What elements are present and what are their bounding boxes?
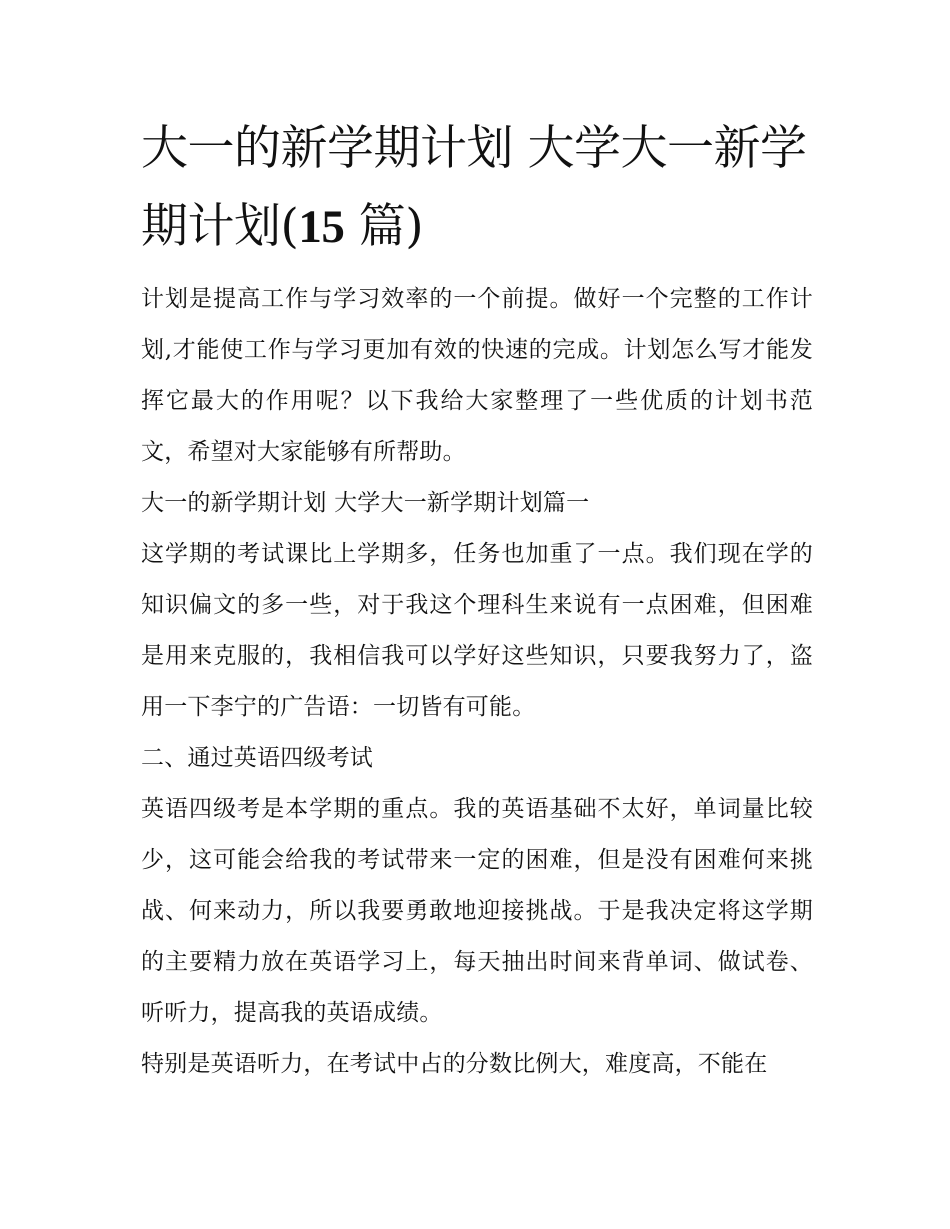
body-paragraph: 英语四级考是本学期的重点。我的英语基础不太好，单词量比较少，这可能会给我的考试带来一定的困难，但是没有困难何来挑战、何来动力，所以我要勇敢地迎接挑战。于是我决定将这学期的主要精力放在英语学习上，每天抽出时间来背单词、做试卷、听听力，提高我的英语成绩。 bbox=[141, 796, 813, 1026]
title-count: 15 bbox=[298, 201, 345, 253]
document-title bbox=[141, 110, 813, 266]
title-text-part2: 篇) bbox=[344, 199, 424, 254]
body-paragraph: 这学期的考试课比上学期多，任务也加重了一点。我们现在学的知识偏文的多一些，对于我这个理科生来说有一点困难，但困难是用来克服的，我相信我可以学好这些知识，只要我努力了，盗用一下李宁的广告语：一切皆有可能。 bbox=[141, 541, 813, 720]
title-text-part1: 大一的新学期计划 大学大一新学期计划( bbox=[141, 121, 807, 254]
body-paragraph: 特别是英语听力，在考试中占的分数比例大，难度高，不能在 bbox=[141, 1051, 768, 1077]
document-body bbox=[141, 110, 813, 1090]
section-heading-part-one: 大一的新学期计划 大学大一新学期计划篇一 bbox=[141, 490, 590, 516]
section-heading-english-exam: 二、通过英语四级考试 bbox=[141, 745, 373, 771]
intro-paragraph: 计划是提高工作与学习效率的一个前提。做好一个完整的工作计划,才能使工作与学习更加有效的快速的完成。计划怎么写才能发挥它最大的作用呢？以下我给大家整理了一些优质的计划书范文，希望对大家能够有所帮助。 bbox=[141, 286, 813, 465]
